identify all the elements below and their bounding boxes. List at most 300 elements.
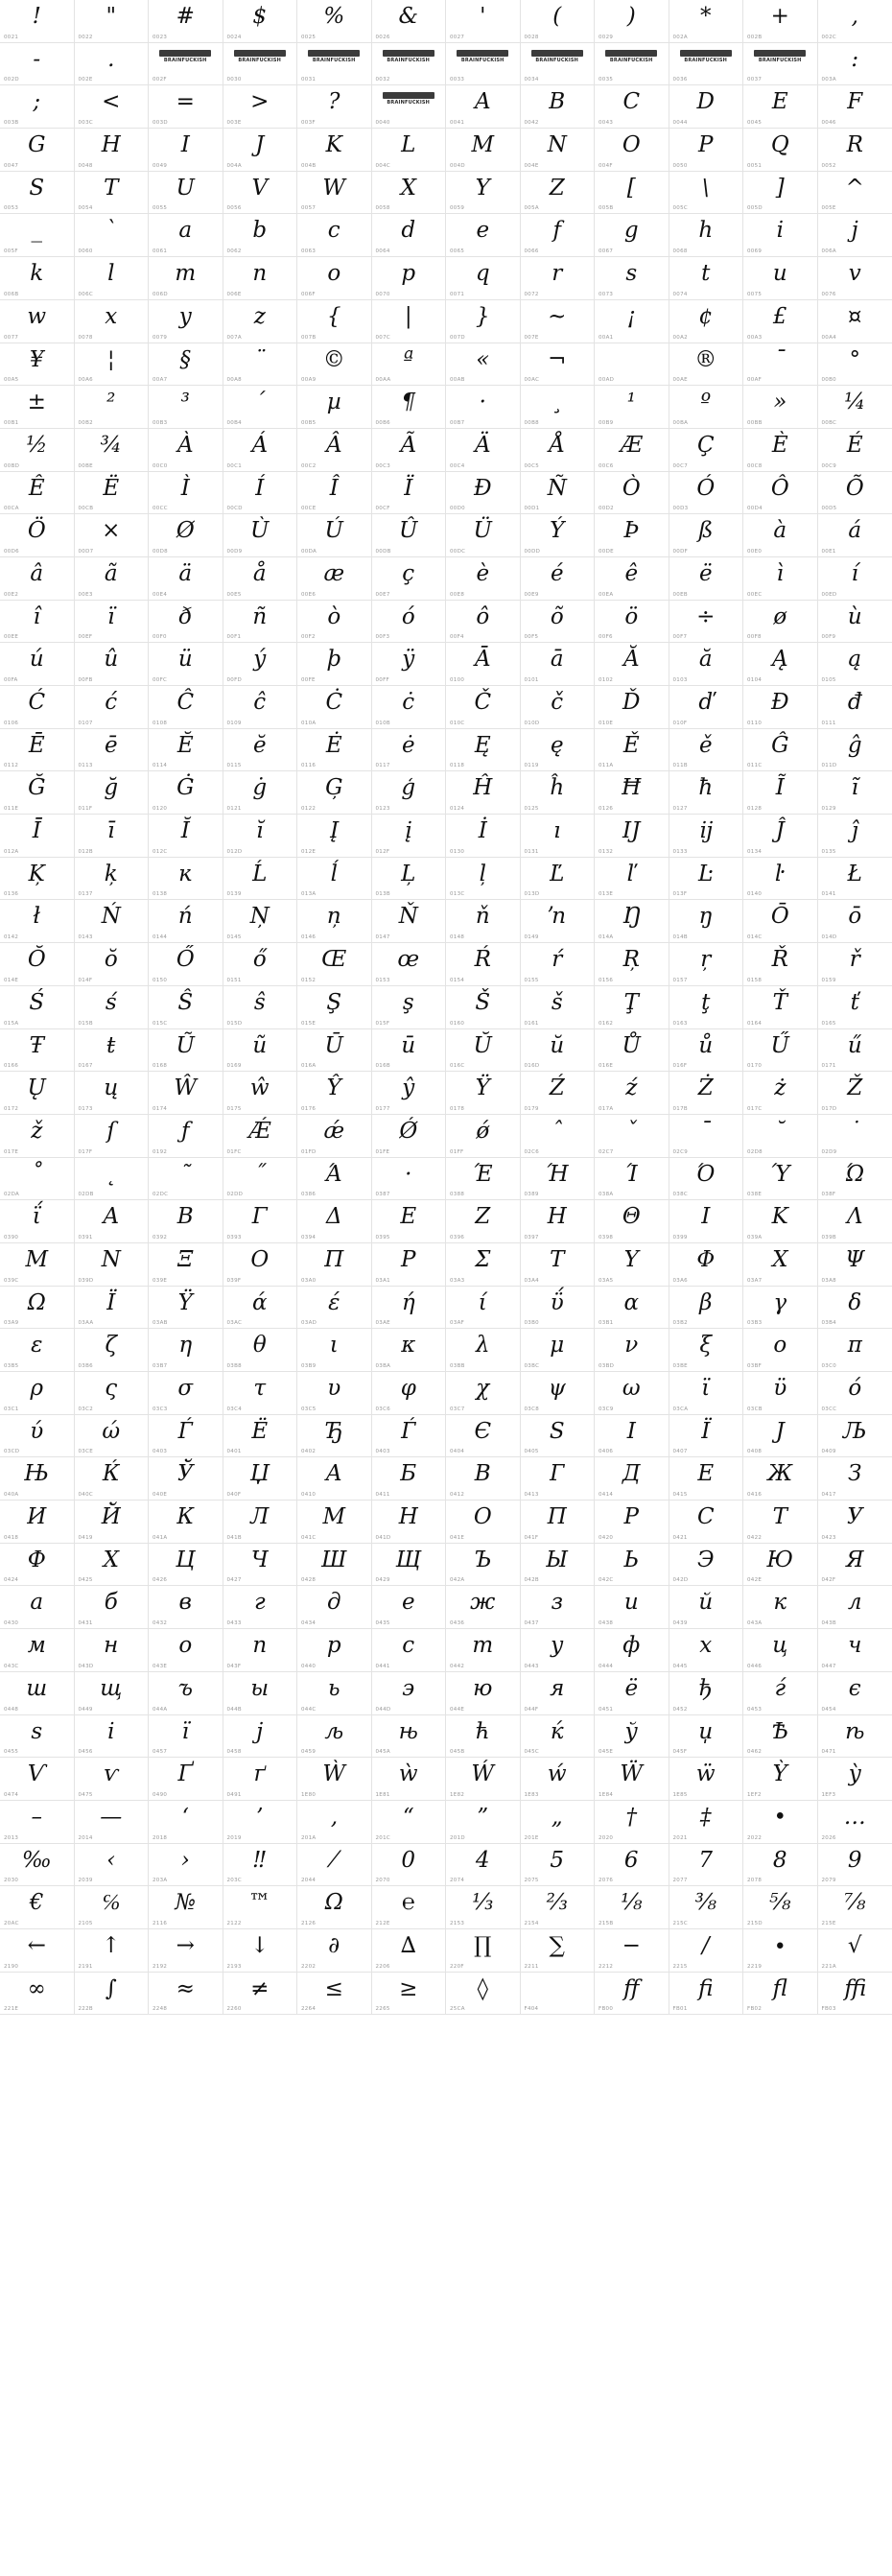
glyph-cell[interactable]: [743, 472, 818, 515]
glyph-cell[interactable]: [75, 943, 150, 986]
glyph-cell[interactable]: [669, 472, 744, 515]
glyph-cell[interactable]: [446, 85, 521, 129]
glyph-cell[interactable]: [521, 129, 596, 172]
glyph-cell[interactable]: [372, 1158, 447, 1201]
glyph-cell[interactable]: [595, 1457, 669, 1501]
glyph-cell[interactable]: [595, 771, 669, 815]
glyph-cell[interactable]: [297, 0, 372, 43]
glyph-cell[interactable]: [223, 1329, 298, 1372]
glyph-cell[interactable]: [595, 1586, 669, 1629]
glyph-cell[interactable]: [446, 1973, 521, 2016]
glyph-cell[interactable]: [297, 900, 372, 943]
glyph-cell[interactable]: [595, 472, 669, 515]
glyph-cell[interactable]: [743, 601, 818, 644]
glyph-cell[interactable]: [0, 1200, 75, 1243]
glyph-cell[interactable]: [75, 1372, 150, 1415]
glyph-cell[interactable]: [372, 986, 447, 1029]
glyph-cell[interactable]: [446, 257, 521, 300]
glyph-cell[interactable]: [595, 1886, 669, 1929]
glyph-cell[interactable]: [297, 943, 372, 986]
glyph-cell[interactable]: [595, 1501, 669, 1544]
glyph-cell[interactable]: [223, 900, 298, 943]
glyph-cell[interactable]: [446, 172, 521, 215]
glyph-cell[interactable]: [818, 1072, 892, 1115]
glyph-cell[interactable]: [446, 1457, 521, 1501]
glyph-cell[interactable]: [743, 771, 818, 815]
glyph-cell[interactable]: [669, 986, 744, 1029]
glyph-cell[interactable]: [521, 1844, 596, 1887]
glyph-cell[interactable]: [372, 1886, 447, 1929]
glyph-cell[interactable]: [223, 858, 298, 901]
glyph-cell[interactable]: [595, 643, 669, 686]
glyph-cell[interactable]: [521, 1886, 596, 1929]
glyph-cell[interactable]: [149, 214, 223, 257]
glyph-cell[interactable]: [669, 85, 744, 129]
glyph-cell[interactable]: [75, 1801, 150, 1844]
glyph-cell[interactable]: [149, 815, 223, 858]
glyph-cell[interactable]: [297, 300, 372, 343]
glyph-cell[interactable]: [297, 1586, 372, 1629]
glyph-cell[interactable]: [595, 601, 669, 644]
glyph-cell[interactable]: [297, 1758, 372, 1801]
glyph-cell[interactable]: [297, 858, 372, 901]
glyph-cell[interactable]: [149, 1715, 223, 1759]
glyph-cell[interactable]: [818, 1715, 892, 1759]
glyph-cell[interactable]: [595, 1029, 669, 1073]
glyph-cell[interactable]: [669, 1844, 744, 1887]
glyph-cell[interactable]: [149, 85, 223, 129]
glyph-cell[interactable]: [372, 172, 447, 215]
glyph-cell[interactable]: [818, 257, 892, 300]
glyph-cell[interactable]: [446, 943, 521, 986]
glyph-cell[interactable]: [669, 1158, 744, 1201]
glyph-cell[interactable]: [521, 43, 596, 86]
glyph-cell[interactable]: [521, 686, 596, 729]
glyph-cell[interactable]: [223, 1973, 298, 2016]
glyph-cell[interactable]: [743, 129, 818, 172]
glyph-cell[interactable]: [223, 257, 298, 300]
glyph-cell[interactable]: [372, 1586, 447, 1629]
glyph-cell[interactable]: [223, 1758, 298, 1801]
glyph-cell[interactable]: [372, 1544, 447, 1587]
glyph-cell[interactable]: [669, 1886, 744, 1929]
glyph-cell[interactable]: [521, 1287, 596, 1330]
glyph-cell[interactable]: [521, 1758, 596, 1801]
glyph-cell[interactable]: [521, 643, 596, 686]
glyph-cell[interactable]: [818, 1415, 892, 1458]
glyph-cell[interactable]: [0, 815, 75, 858]
glyph-cell[interactable]: [743, 858, 818, 901]
glyph-cell[interactable]: [521, 986, 596, 1029]
glyph-cell[interactable]: [446, 0, 521, 43]
glyph-cell[interactable]: [743, 1544, 818, 1587]
glyph-cell[interactable]: [595, 1329, 669, 1372]
glyph-cell[interactable]: [818, 1158, 892, 1201]
glyph-cell[interactable]: [223, 771, 298, 815]
glyph-cell[interactable]: [0, 943, 75, 986]
glyph-cell[interactable]: [75, 686, 150, 729]
glyph-cell[interactable]: [446, 1844, 521, 1887]
glyph-cell[interactable]: [223, 1158, 298, 1201]
glyph-cell[interactable]: [669, 601, 744, 644]
glyph-cell[interactable]: [818, 1287, 892, 1330]
glyph-cell[interactable]: [595, 900, 669, 943]
glyph-cell[interactable]: [446, 771, 521, 815]
glyph-cell[interactable]: [446, 1415, 521, 1458]
glyph-cell[interactable]: [595, 1200, 669, 1243]
glyph-cell[interactable]: [297, 1544, 372, 1587]
glyph-cell[interactable]: [669, 1629, 744, 1672]
glyph-cell[interactable]: [297, 1243, 372, 1287]
glyph-cell[interactable]: [223, 1629, 298, 1672]
glyph-cell[interactable]: [297, 1329, 372, 1372]
glyph-cell[interactable]: [0, 1758, 75, 1801]
glyph-cell[interactable]: [743, 1886, 818, 1929]
glyph-cell[interactable]: [223, 1029, 298, 1073]
glyph-cell[interactable]: [372, 300, 447, 343]
glyph-cell[interactable]: [669, 1029, 744, 1073]
glyph-cell[interactable]: [0, 172, 75, 215]
glyph-cell[interactable]: [223, 986, 298, 1029]
glyph-cell[interactable]: [446, 1544, 521, 1587]
glyph-cell[interactable]: [0, 472, 75, 515]
glyph-cell[interactable]: [297, 1886, 372, 1929]
glyph-cell[interactable]: [297, 257, 372, 300]
glyph-cell[interactable]: [149, 172, 223, 215]
glyph-cell[interactable]: [446, 1200, 521, 1243]
glyph-cell[interactable]: [521, 0, 596, 43]
glyph-cell[interactable]: [818, 514, 892, 557]
glyph-cell[interactable]: [743, 1758, 818, 1801]
glyph-cell[interactable]: [521, 1329, 596, 1372]
glyph-cell[interactable]: [372, 1672, 447, 1715]
glyph-cell[interactable]: [223, 429, 298, 472]
glyph-cell[interactable]: [743, 172, 818, 215]
glyph-cell[interactable]: [149, 514, 223, 557]
glyph-cell[interactable]: [669, 729, 744, 772]
glyph-cell[interactable]: [297, 1801, 372, 1844]
glyph-cell[interactable]: [297, 557, 372, 601]
glyph-cell[interactable]: [0, 1801, 75, 1844]
glyph-cell[interactable]: [521, 900, 596, 943]
glyph-cell[interactable]: [818, 429, 892, 472]
glyph-cell[interactable]: [446, 1758, 521, 1801]
glyph-cell[interactable]: [297, 43, 372, 86]
glyph-cell[interactable]: [595, 1844, 669, 1887]
glyph-cell[interactable]: [75, 1287, 150, 1330]
glyph-cell[interactable]: [297, 1372, 372, 1415]
glyph-cell[interactable]: [372, 1457, 447, 1501]
glyph-cell[interactable]: [223, 1844, 298, 1887]
glyph-cell[interactable]: [75, 514, 150, 557]
glyph-cell[interactable]: [743, 1029, 818, 1073]
glyph-cell[interactable]: [743, 1072, 818, 1115]
glyph-cell[interactable]: [372, 858, 447, 901]
glyph-cell[interactable]: [75, 1072, 150, 1115]
glyph-cell[interactable]: [743, 1844, 818, 1887]
glyph-cell[interactable]: [372, 1629, 447, 1672]
glyph-cell[interactable]: [818, 300, 892, 343]
glyph-cell[interactable]: [818, 986, 892, 1029]
glyph-cell[interactable]: [372, 429, 447, 472]
glyph-cell[interactable]: [743, 1287, 818, 1330]
glyph-cell[interactable]: [75, 429, 150, 472]
glyph-cell[interactable]: [669, 1586, 744, 1629]
glyph-cell[interactable]: [0, 1501, 75, 1544]
glyph-cell[interactable]: [446, 343, 521, 387]
glyph-cell[interactable]: [0, 1372, 75, 1415]
glyph-cell[interactable]: [0, 1029, 75, 1073]
glyph-cell[interactable]: [223, 1415, 298, 1458]
glyph-cell[interactable]: [75, 257, 150, 300]
glyph-cell[interactable]: [297, 1072, 372, 1115]
glyph-cell[interactable]: [818, 1115, 892, 1158]
glyph-cell[interactable]: [595, 1629, 669, 1672]
glyph-cell[interactable]: [743, 85, 818, 129]
glyph-cell[interactable]: [297, 1715, 372, 1759]
glyph-cell[interactable]: [669, 1672, 744, 1715]
glyph-cell[interactable]: [0, 1886, 75, 1929]
glyph-cell[interactable]: [75, 771, 150, 815]
glyph-cell[interactable]: [223, 514, 298, 557]
glyph-cell[interactable]: [223, 43, 298, 86]
glyph-cell[interactable]: [669, 0, 744, 43]
glyph-cell[interactable]: [372, 1929, 447, 1973]
glyph-cell[interactable]: [818, 1672, 892, 1715]
glyph-cell[interactable]: [818, 900, 892, 943]
glyph-cell[interactable]: [521, 771, 596, 815]
glyph-cell[interactable]: [669, 1415, 744, 1458]
glyph-cell[interactable]: [743, 943, 818, 986]
glyph-cell[interactable]: [149, 858, 223, 901]
glyph-cell[interactable]: [669, 686, 744, 729]
glyph-cell[interactable]: [75, 0, 150, 43]
glyph-cell[interactable]: [75, 172, 150, 215]
glyph-cell[interactable]: [669, 900, 744, 943]
glyph-cell[interactable]: [743, 1158, 818, 1201]
glyph-cell[interactable]: [743, 986, 818, 1029]
glyph-cell[interactable]: [0, 514, 75, 557]
glyph-cell[interactable]: [372, 643, 447, 686]
glyph-cell[interactable]: [149, 1586, 223, 1629]
glyph-cell[interactable]: [521, 815, 596, 858]
glyph-cell[interactable]: [372, 129, 447, 172]
glyph-cell[interactable]: [372, 1200, 447, 1243]
glyph-cell[interactable]: [521, 1715, 596, 1759]
glyph-cell[interactable]: [743, 815, 818, 858]
glyph-cell[interactable]: [0, 1844, 75, 1887]
glyph-cell[interactable]: [0, 900, 75, 943]
glyph-cell[interactable]: [818, 1200, 892, 1243]
glyph-cell[interactable]: [818, 943, 892, 986]
glyph-cell[interactable]: [446, 1287, 521, 1330]
glyph-cell[interactable]: [669, 1544, 744, 1587]
glyph-cell[interactable]: [149, 1158, 223, 1201]
glyph-cell[interactable]: [818, 0, 892, 43]
glyph-cell[interactable]: [75, 1329, 150, 1372]
glyph-cell[interactable]: [595, 815, 669, 858]
glyph-cell[interactable]: [0, 1072, 75, 1115]
glyph-cell[interactable]: [446, 729, 521, 772]
glyph-cell[interactable]: [0, 1115, 75, 1158]
glyph-cell[interactable]: [297, 729, 372, 772]
glyph-cell[interactable]: [75, 1886, 150, 1929]
glyph-cell[interactable]: [372, 514, 447, 557]
glyph-cell[interactable]: [223, 1287, 298, 1330]
glyph-cell[interactable]: [521, 257, 596, 300]
glyph-cell[interactable]: [372, 1801, 447, 1844]
glyph-cell[interactable]: [372, 557, 447, 601]
glyph-cell[interactable]: [595, 1801, 669, 1844]
glyph-cell[interactable]: [75, 1200, 150, 1243]
glyph-cell[interactable]: [743, 0, 818, 43]
glyph-cell[interactable]: [521, 1415, 596, 1458]
glyph-cell[interactable]: [372, 1372, 447, 1415]
glyph-cell[interactable]: [595, 1758, 669, 1801]
glyph-cell[interactable]: [372, 900, 447, 943]
glyph-cell[interactable]: [669, 643, 744, 686]
glyph-cell[interactable]: [818, 172, 892, 215]
glyph-cell[interactable]: [75, 343, 150, 387]
glyph-cell[interactable]: [818, 343, 892, 387]
glyph-cell[interactable]: [0, 257, 75, 300]
glyph-cell[interactable]: [743, 1243, 818, 1287]
glyph-cell[interactable]: [743, 1586, 818, 1629]
glyph-cell[interactable]: [818, 214, 892, 257]
glyph-cell[interactable]: [223, 729, 298, 772]
glyph-cell[interactable]: [743, 686, 818, 729]
glyph-cell[interactable]: [595, 1072, 669, 1115]
glyph-cell[interactable]: [595, 214, 669, 257]
glyph-cell[interactable]: [297, 1929, 372, 1973]
glyph-cell[interactable]: [0, 1629, 75, 1672]
glyph-cell[interactable]: [669, 300, 744, 343]
glyph-cell[interactable]: [297, 771, 372, 815]
glyph-cell[interactable]: [521, 429, 596, 472]
glyph-cell[interactable]: [818, 815, 892, 858]
glyph-cell[interactable]: [446, 1029, 521, 1073]
glyph-cell[interactable]: [75, 1715, 150, 1759]
glyph-cell[interactable]: [446, 557, 521, 601]
glyph-cell[interactable]: [818, 643, 892, 686]
glyph-cell[interactable]: [0, 1672, 75, 1715]
glyph-cell[interactable]: [149, 900, 223, 943]
glyph-cell[interactable]: [818, 43, 892, 86]
glyph-cell[interactable]: [372, 1415, 447, 1458]
glyph-cell[interactable]: [372, 601, 447, 644]
glyph-cell[interactable]: [743, 386, 818, 429]
glyph-cell[interactable]: [0, 1287, 75, 1330]
glyph-cell[interactable]: [297, 1115, 372, 1158]
glyph-cell[interactable]: [818, 85, 892, 129]
glyph-cell[interactable]: [818, 1372, 892, 1415]
glyph-cell[interactable]: [669, 1501, 744, 1544]
glyph-cell[interactable]: [149, 1973, 223, 2016]
glyph-cell[interactable]: [297, 815, 372, 858]
glyph-cell[interactable]: [669, 1329, 744, 1372]
glyph-cell[interactable]: [149, 557, 223, 601]
glyph-cell[interactable]: [521, 1544, 596, 1587]
glyph-cell[interactable]: [149, 472, 223, 515]
glyph-cell[interactable]: [149, 429, 223, 472]
glyph-cell[interactable]: [669, 815, 744, 858]
glyph-cell[interactable]: [75, 85, 150, 129]
glyph-cell[interactable]: [743, 1415, 818, 1458]
glyph-cell[interactable]: [0, 1715, 75, 1759]
glyph-cell[interactable]: [595, 1715, 669, 1759]
glyph-cell[interactable]: [669, 1973, 744, 2016]
glyph-cell[interactable]: [75, 1457, 150, 1501]
glyph-cell[interactable]: [297, 1158, 372, 1201]
glyph-cell[interactable]: [818, 686, 892, 729]
glyph-cell[interactable]: [818, 557, 892, 601]
glyph-cell[interactable]: [372, 686, 447, 729]
glyph-cell[interactable]: [446, 300, 521, 343]
glyph-cell[interactable]: [595, 1544, 669, 1587]
glyph-cell[interactable]: [818, 472, 892, 515]
glyph-cell[interactable]: [223, 1243, 298, 1287]
glyph-cell[interactable]: [223, 1672, 298, 1715]
glyph-cell[interactable]: [446, 1929, 521, 1973]
glyph-cell[interactable]: [75, 300, 150, 343]
glyph-cell[interactable]: [149, 643, 223, 686]
glyph-cell[interactable]: [446, 472, 521, 515]
glyph-cell[interactable]: [0, 771, 75, 815]
glyph-cell[interactable]: [297, 1629, 372, 1672]
glyph-cell[interactable]: [669, 771, 744, 815]
glyph-cell[interactable]: [669, 1287, 744, 1330]
glyph-cell[interactable]: [521, 601, 596, 644]
glyph-cell[interactable]: [0, 1415, 75, 1458]
glyph-cell[interactable]: [372, 257, 447, 300]
glyph-cell[interactable]: [521, 85, 596, 129]
glyph-cell[interactable]: [372, 43, 447, 86]
glyph-cell[interactable]: [297, 601, 372, 644]
glyph-cell[interactable]: [743, 1329, 818, 1372]
glyph-cell[interactable]: [297, 429, 372, 472]
glyph-cell[interactable]: [446, 1715, 521, 1759]
glyph-cell[interactable]: [223, 1072, 298, 1115]
glyph-cell[interactable]: [743, 1372, 818, 1415]
glyph-cell[interactable]: [669, 943, 744, 986]
glyph-cell[interactable]: [75, 729, 150, 772]
glyph-cell[interactable]: [149, 1200, 223, 1243]
glyph-cell[interactable]: [595, 129, 669, 172]
glyph-cell[interactable]: [223, 815, 298, 858]
glyph-cell[interactable]: [372, 1329, 447, 1372]
glyph-cell[interactable]: [297, 472, 372, 515]
glyph-cell[interactable]: [149, 1844, 223, 1887]
glyph-cell[interactable]: [446, 1501, 521, 1544]
glyph-cell[interactable]: [743, 343, 818, 387]
glyph-cell[interactable]: [446, 1158, 521, 1201]
glyph-cell[interactable]: [149, 601, 223, 644]
glyph-cell[interactable]: [149, 1929, 223, 1973]
glyph-cell[interactable]: [595, 729, 669, 772]
glyph-cell[interactable]: [149, 1029, 223, 1073]
glyph-cell[interactable]: [818, 1844, 892, 1887]
glyph-cell[interactable]: [521, 1072, 596, 1115]
glyph-cell[interactable]: [669, 1072, 744, 1115]
glyph-cell[interactable]: [0, 858, 75, 901]
glyph-cell[interactable]: [521, 1929, 596, 1973]
glyph-cell[interactable]: [149, 771, 223, 815]
glyph-cell[interactable]: [297, 1844, 372, 1887]
glyph-cell[interactable]: [818, 1801, 892, 1844]
glyph-cell[interactable]: [149, 1544, 223, 1587]
glyph-cell[interactable]: [223, 1372, 298, 1415]
glyph-cell[interactable]: [521, 1672, 596, 1715]
